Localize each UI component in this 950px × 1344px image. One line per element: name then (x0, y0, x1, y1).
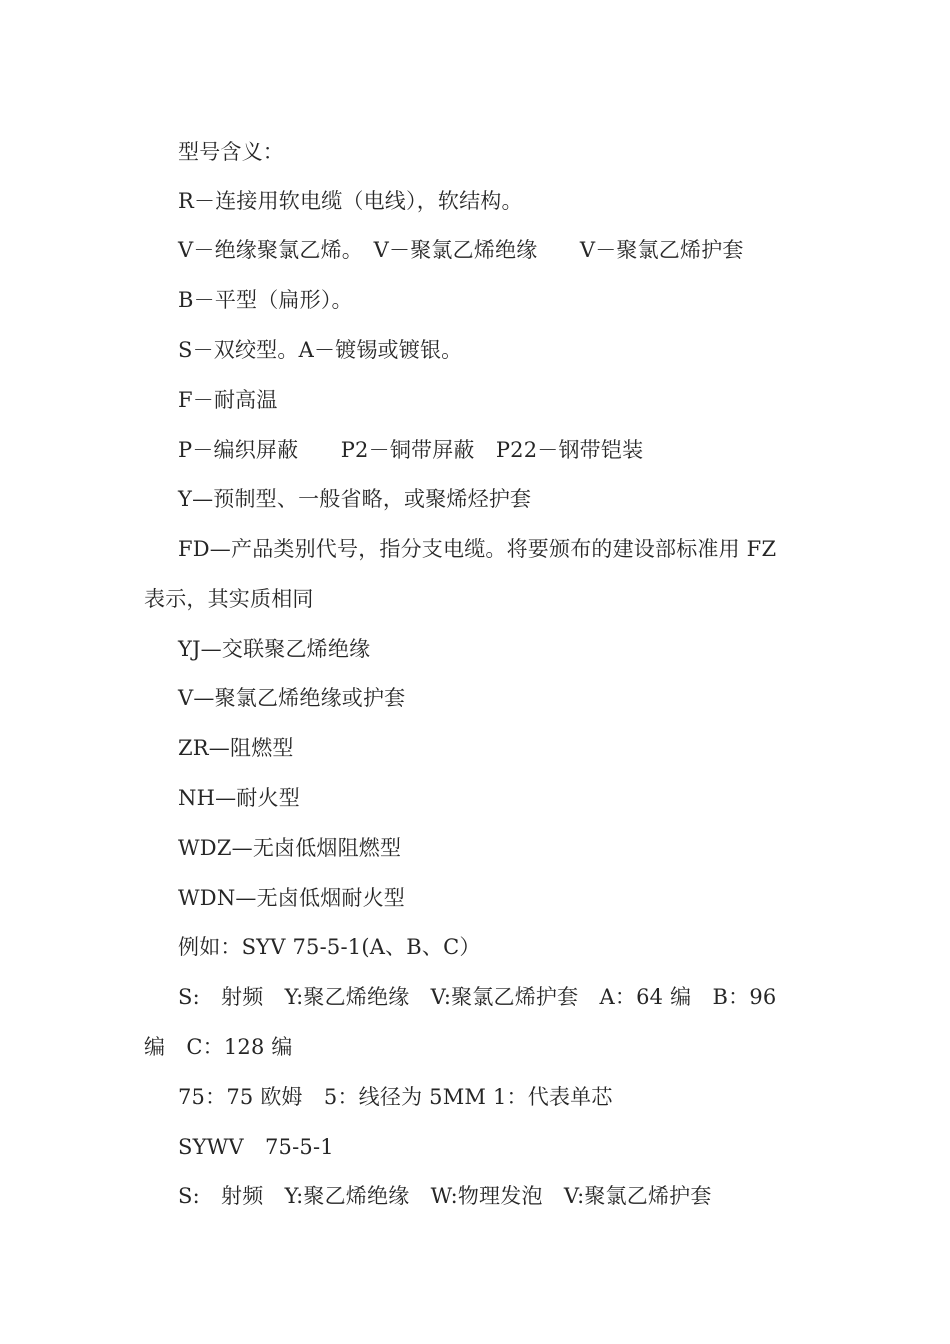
text-line-s: S－双绞型。A－镀锡或镀银。 (178, 338, 463, 362)
text-line-sywv-explain: S: 射频 Y:聚乙烯绝缘 W:物理发泡 V:聚氯乙烯护套 (178, 1184, 712, 1208)
text-line-p: P－编织屏蔽 P2－铜带屏蔽 P22－钢带铠装 (178, 438, 644, 462)
heading-model-meaning: 型号含义： (178, 140, 284, 164)
text-line-nh: NH—耐火型 (178, 786, 300, 810)
text-line-b: B－平型（扁形）。 (178, 288, 353, 312)
text-line-wdn: WDN—无卤低烟耐火型 (178, 886, 405, 910)
text-line-yj: YJ—交联聚乙烯绝缘 (178, 637, 371, 661)
text-line-syv-explain: S: 射频 Y:聚乙烯绝缘 V:聚氯乙烯护套 A：64 编 B：96 (178, 985, 777, 1009)
text-line-v: V－绝缘聚氯乙烯。 V－聚氯乙烯绝缘 V－聚氯乙烯护套 (178, 238, 744, 262)
text-line-r: R－连接用软电缆（电线），软结构。 (178, 189, 523, 213)
text-line-75-explain: 75：75 欧姆 5：线径为 5MM 1：代表单芯 (178, 1085, 613, 1109)
text-line-example: 例如：SYV 75-5-1(A、B、C） (178, 935, 481, 959)
text-line-v2: V—聚氯乙烯绝缘或护套 (178, 686, 406, 710)
text-line-sywv: SYWV 75-5-1 (178, 1135, 334, 1159)
text-line-wdz: WDZ—无卤低烟阻燃型 (178, 836, 402, 860)
text-line-f: F－耐高温 (178, 388, 278, 412)
text-line-y: Y—预制型、一般省略，或聚烯烃护套 (178, 487, 532, 511)
text-line-fd: FD—产品类别代号，指分支电缆。将要颁布的建设部标准用 FZ (178, 537, 777, 561)
text-line-fd-continued: 表示，其实质相同 (144, 587, 314, 611)
text-line-zr: ZR—阻燃型 (178, 736, 294, 760)
text-line-syv-explain-continued: 编 C：128 编 (144, 1035, 293, 1059)
